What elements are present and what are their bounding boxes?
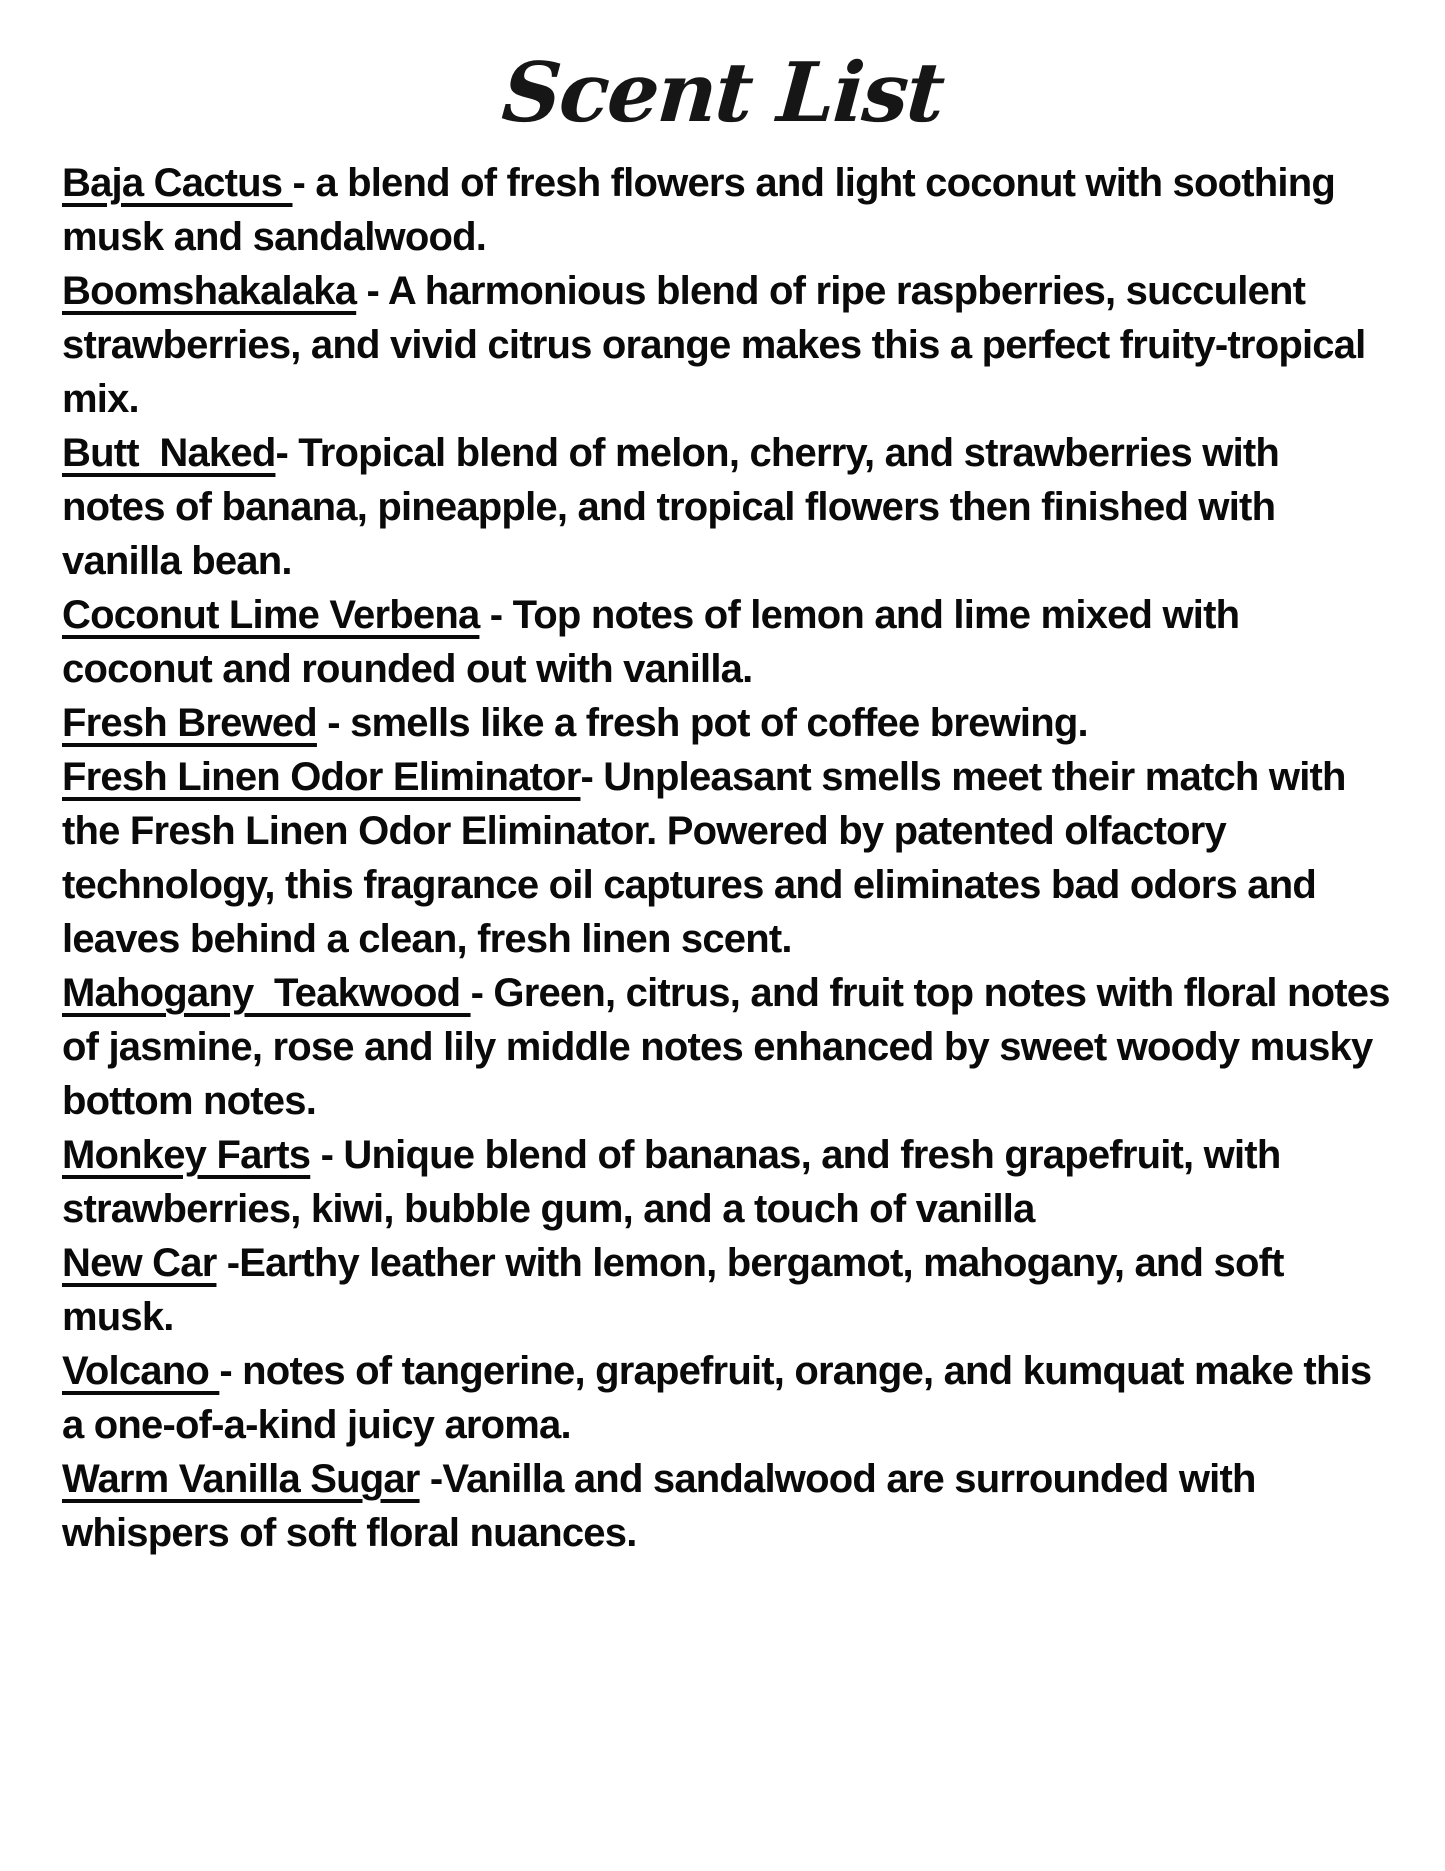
scent-name: Baja Cactus (62, 161, 293, 206)
scent-description: - Tropical blend of melon, cherry, and strawberries with notes of banana, pineapple, and tropical flowers then finished with vanilla bean. (62, 431, 1290, 584)
scent-name: Monkey Farts (62, 1133, 311, 1178)
scent-name: Volcano (62, 1349, 220, 1394)
scent-entries (62, 156, 1400, 1560)
scent-description: - Unique blend of bananas, and fresh grapefruit, with strawberries, kiwi, bubble gum, and a touch of vanilla (62, 1133, 1291, 1232)
scent-description: - Top notes of lemon and lime mixed with coconut and rounded out with vanilla. (62, 593, 1250, 692)
scent-name: Mahogany Teakwood (62, 971, 471, 1016)
scent-name: Fresh Linen Odor Eliminator (62, 755, 581, 800)
scent-description: - notes of tangerine, grapefruit, orange, and kumquat make this a one-of-a-kind juicy aroma. (62, 1349, 1382, 1448)
scent-name: Coconut Lime Verbena (62, 593, 480, 638)
scent-name: Butt Naked (62, 431, 276, 476)
scent-entry (62, 1344, 1390, 1452)
scent-entry (62, 696, 1390, 750)
scent-description: -Earthy leather with lemon, bergamot, mahogany, and soft musk. (62, 1241, 1294, 1340)
scent-entry (62, 1452, 1390, 1560)
scent-entry (62, 426, 1390, 588)
scent-name: New Car (62, 1241, 217, 1286)
scent-description: - smells like a fresh pot of coffee brewing. (316, 701, 1088, 746)
page-title: Scent List (499, 45, 946, 141)
scent-entry (62, 588, 1390, 696)
scent-entry (62, 156, 1390, 264)
scent-entry (62, 264, 1390, 426)
scent-entry (62, 750, 1390, 966)
scent-name: Warm Vanilla Sugar (62, 1457, 420, 1502)
scent-entry (62, 1236, 1390, 1344)
scent-description: - Green, citrus, and fruit top notes with floral notes of jasmine, rose and lily middle notes enhanced by sweet woody musky bottom notes. (62, 971, 1400, 1124)
scent-description: - A harmonious blend of ripe raspberries, succulent strawberries, and vivid citrus orange makes this a perfect fruity-tropical mix. (62, 269, 1376, 422)
scent-description: - a blend of fresh flowers and light coconut with soothing musk and sandalwood. (62, 161, 1346, 260)
scent-description: - Unpleasant smells meet their match with the Fresh Linen Odor Eliminator. Powered by patented olfactory technology, this fragrance oil captures and eliminates bad odors and leaves behind a clean, fresh linen scent. (62, 755, 1356, 962)
scent-entry (62, 966, 1400, 1128)
scent-name: Fresh Brewed (62, 701, 317, 746)
scent-description: -Vanilla and sandalwood are surrounded with whispers of soft floral nuances. (62, 1457, 1266, 1556)
scent-entry (62, 1128, 1390, 1236)
scent-name: Boomshakalaka (62, 269, 357, 314)
